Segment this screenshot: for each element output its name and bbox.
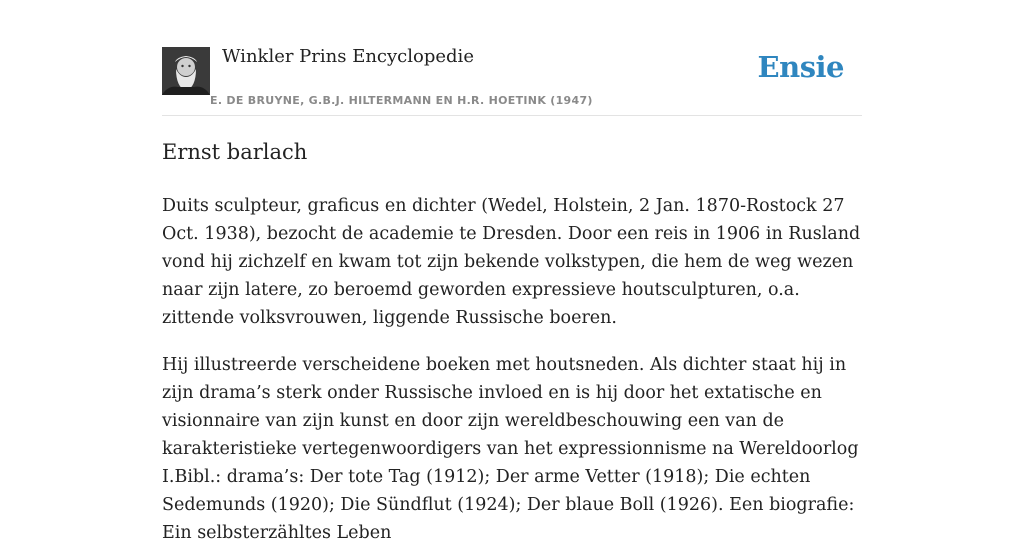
bearded-man-portrait-icon: [162, 47, 210, 95]
avatar[interactable]: [162, 47, 210, 95]
content-container: [162, 0, 862, 543]
article-paragraph: Hij illustreerde verscheidene boeken met houtsneden. Als dichter staat hij in zijn drama’s sterk onder Russische invloed en is hij door het extatische en visionnaire van zijn kunst en door zijn wereldbeschouwing een van de karakteristieke vertegenwoordigers van het expressionnisme na Wereldoorlog I.Bibl.: drama’s: Der tote Tag (1912); Der arme Vetter (1918); Die echten Sedemunds (1920); Die Sündflut (1924); Der blaue Boll (1926). Een biografie: Ein selbsterzähltes Leben: [162, 355, 859, 543]
header: [162, 0, 862, 116]
site-logo[interactable]: Ensie: [757, 50, 844, 84]
article-paragraph: Duits sculpteur, graficus en dichter (Wedel, Holstein, 2 Jan. 1870-Rostock 27 Oct. 1938), bezocht de academie te Dresden. Door een reis in 1906 in Rusland vond hij zichzelf en kwam tot zijn bekende volkstypen, die hem de weg wezen naar zijn latere, zo beroemd geworden expressieve houtsculpturen, o.a. zittende volksvrouwen, liggende Russische boeren.: [162, 196, 861, 328]
publication-title[interactable]: Winkler Prins Encyclopedie: [222, 46, 474, 67]
publication-authors: E. DE BRUYNE, G.B.J. HILTERMANN EN H.R. HOETINK (1947): [210, 94, 593, 107]
article-title: Ernst barlach: [162, 140, 308, 164]
